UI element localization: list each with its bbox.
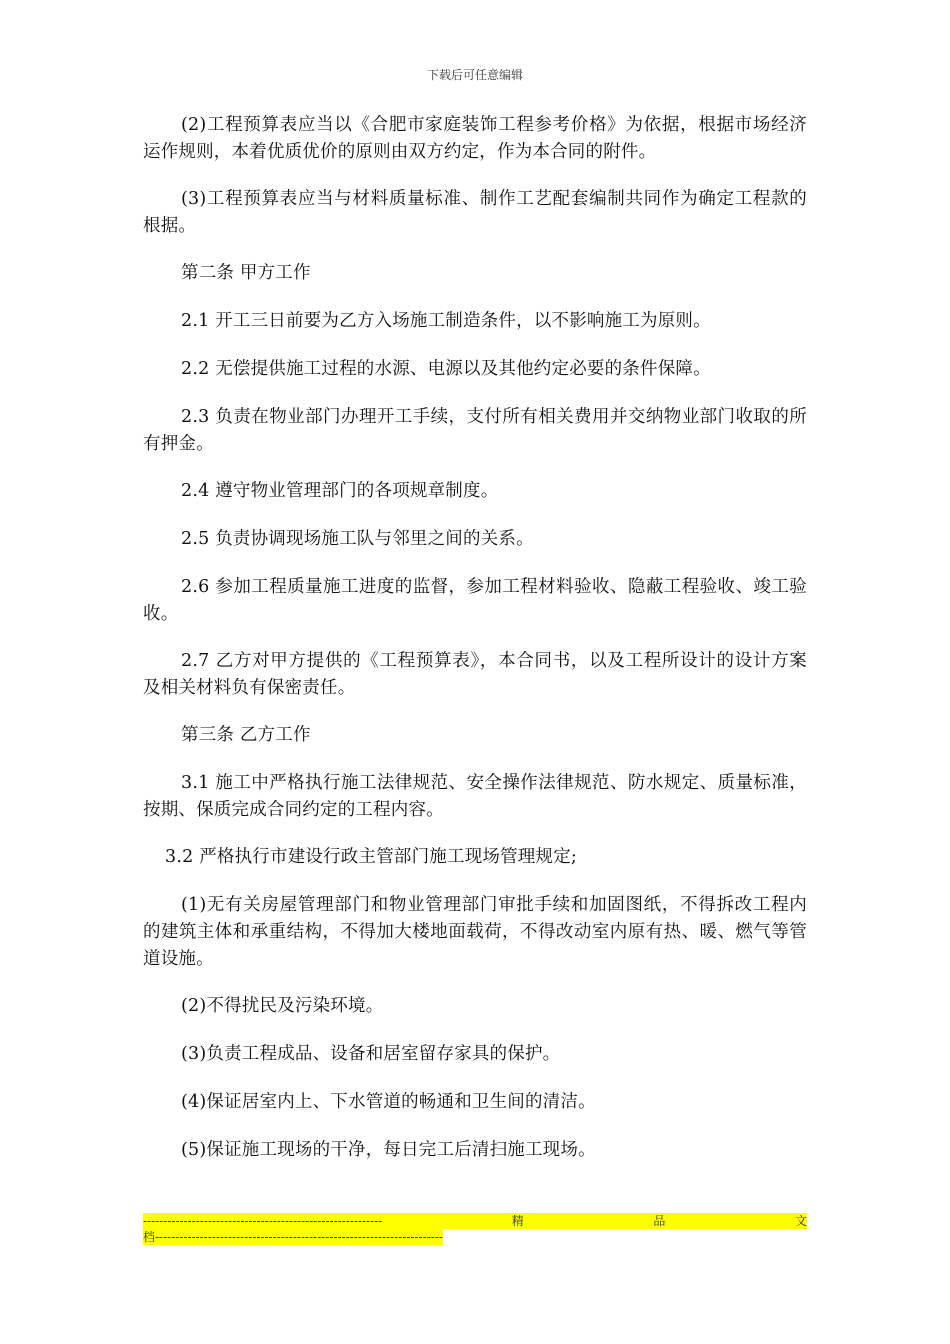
paragraph: 2.3 负责在物业部门办理开工手续，支付所有相关费用并交纳物业部门收取的所有押金。 — [143, 407, 807, 454]
paragraph: 3.2 严格执行市建设行政主管部门施工现场管理规定; — [165, 847, 577, 867]
section-heading: 第三条 乙方工作 — [181, 725, 311, 745]
section-heading: 第二条 甲方工作 — [181, 263, 311, 283]
paragraph: (3)负责工程成品、设备和居室留存家具的保护。 — [181, 1044, 561, 1064]
paragraph: 2.7 乙方对甲方提供的《工程预算表》，本合同书，以及工程所设计的设计方案及相关材料负有保密责任。 — [143, 651, 807, 698]
paragraph: 3.1 施工中严格执行施工法律规范、安全操作法律规范、防水规定、质量标准，按期、保质完成合同约定的工程内容。 — [143, 773, 807, 820]
paragraph: (3)工程预算表应当与材料质量标准、制作工艺配套编制共同作为确定工程款的根据。 — [143, 189, 807, 236]
page-footer — [143, 1213, 807, 1245]
footer-dashes: ----------------------------------------------------------- — [143, 1214, 383, 1228]
footer-char: 品 — [653, 1214, 666, 1228]
paragraph: (4)保证居室内上、下水管道的畅通和卫生间的清洁。 — [181, 1092, 596, 1112]
footer-char: 精 — [511, 1214, 524, 1228]
paragraph: (2)工程预算表应当以《合肥市家庭装饰工程参考价格》为依据，根据市场经济运作规则，本着优质优价的原则由双方约定，作为本合同的附件。 — [143, 115, 807, 162]
paragraph: 2.2 无偿提供施工过程的水源、电源以及其他约定必要的条件保障。 — [181, 359, 711, 379]
document-body — [143, 112, 807, 1185]
footer-line-2: 档----------------------------------------------------------------------- — [143, 1230, 443, 1244]
paragraph: 2.4 遵守物业管理部门的各项规章制度。 — [181, 481, 499, 501]
paragraph: 2.6 参加工程质量施工进度的监督，参加工程材料验收、隐蔽工程验收、竣工验收。 — [143, 577, 807, 624]
page-header: 下载后可任意编辑 — [426, 68, 523, 82]
paragraph: 2.1 开工三日前要为乙方入场施工制造条件，以不影响施工为原则。 — [181, 311, 711, 331]
paragraph: (5)保证施工现场的干净，每日完工后清扫施工现场。 — [181, 1140, 596, 1160]
footer-line-1 — [143, 1213, 807, 1229]
paragraph: (2)不得扰民及污染环境。 — [181, 996, 384, 1016]
paragraph: (1)无有关房屋管理部门和物业管理部门审批手续和加固图纸，不得拆改工程内的建筑主体和承重结构，不得加大楼地面载荷，不得改动室内原有热、暖、燃气等管道设施。 — [143, 895, 807, 969]
footer-char: 文 — [794, 1214, 807, 1228]
paragraph: 2.5 负责协调现场施工队与邻里之间的关系。 — [181, 529, 534, 549]
